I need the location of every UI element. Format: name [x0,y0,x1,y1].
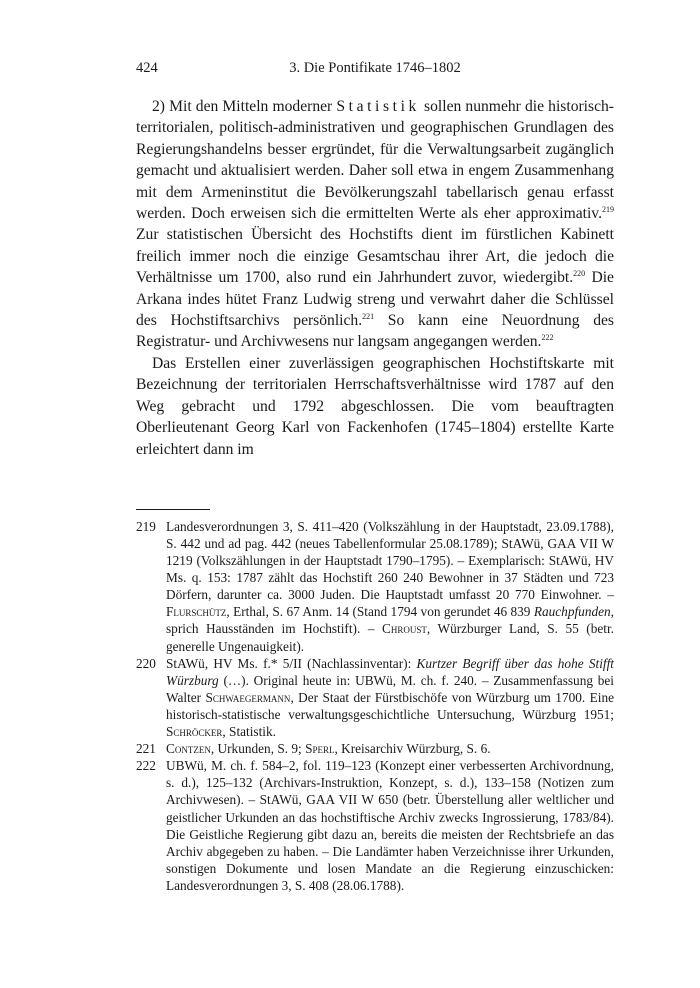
footnote-219 [136,518,614,655]
footnote-number: 220 [136,655,156,671]
footnote-text: UBWü, M. ch. f. 584–2, fol. 119–123 (Konzept einer verbesserten Archivordnung, s. d.), 125–132 (Archivars-Instruktion, Konzept, s. d.), 133–158 (Notizen zum Archivwesen). – StAWü, GAA VII W 650 (betr. Überstellung aller weltlicher und geistlicher Urkunden an das hochstiftische Archiv zwecks Ingrossierung, 1783/84). Die Geistliche Regierung gibt dazu an, bereits die meisten der Rechtsbriefe an das Archiv abgegeben zu haben. – Die Landämter haben Verzeichnisse ihrer Urkunden, sonstigen Dokumente und losen Mandate an die Regierung einzuschicken: Landesverordnungen 3, S. 408 (28.06.1788). [166,758,614,893]
page-number: 424 [136,60,158,76]
author-name: Sperl [305,741,335,757]
book-page [136,60,614,894]
text-run: , Statistik. [222,724,276,740]
text-run: , Der Staat der Fürstbischöfe von Würzburg um 1700. Eine historisch-statistische verwaltungsgeschichtliche Untersuchung, Würzburg 1951; [166,689,614,722]
footnote-221 [136,740,614,757]
author-name: Chroust [382,621,427,637]
footnote-rule [136,509,210,510]
footnote-number: 221 [136,741,156,757]
footnote-ref-222[interactable]: 222 [541,333,554,343]
footnotes [136,518,614,894]
text-run: , Erthal, S. 67 Anm. 14 (Stand 1794 von gerundet 46 839 [226,604,534,620]
author-name: Contzen [166,741,211,757]
author-name: Flurschütz [166,604,227,620]
text-run: , sprich Hausständen im Hochstift). – [166,604,614,637]
page-header [136,60,614,80]
footnote-text [166,655,614,740]
main-text [136,96,614,460]
text-run: sollen nunmehr die historisch-territorialen, politisch-administrativen und geographischen Grundlagen des Regierungshandelns besser ergründet, für die Verwaltungsarbeit zugänglich gemacht und aktualisiert werden. Daher soll etwa in engem Zusammenhang mit dem Armeninstitut die Bevölkerungszahl tabellarisch genau erfasst werden. Doch erweisen sich die ermittelten Werte als eher approximativ. [136,98,614,223]
footnote-ref-221[interactable]: 221 [362,312,375,322]
text-run: StAWü, HV Ms. f.* 5/II (Nachlassinventar): [166,655,417,671]
paragraph-statistik [136,96,614,353]
paragraph-karte: Das Erstellen einer zuverlässigen geographischen Hochstiftskarte mit Bezeichnung der territorialen Herrschaftsverhältnisse wird 1787 auf den Weg gebracht und 1792 abgeschlossen. Die vom beauftragten Oberlieutenant Georg Karl von Fackenhofen (1745–1804) erstellte Karte erleichtert dann im [136,354,614,458]
footnote-ref-219[interactable]: 219 [602,205,614,215]
italic-term: Rauchpfunden [533,604,611,620]
running-head: 3. Die Pontifikate 1746–1802 [289,60,461,76]
text-run: Zur statistischen Übersicht des Hochstifts dient im fürstlichen Kabinett freilich immer noch die einzige Gesamtschau ihrer Art, die jedoch die Verhältnisse um 1700, also rund ein Jahrhundert zuvor, wiedergibt. [136,226,614,287]
text-run: , Urkunden, S. 9; [210,741,306,757]
text-run: (…). Original heute in: UBWü, M. ch. f. 240. – Zusammenfassung bei Walter [166,672,614,705]
text-run: , Kreisarchiv Würzburg, S. 6. [334,741,491,757]
text-run: 2) Mit den Mitteln moderner [152,98,337,115]
footnote-number: 222 [136,758,156,774]
text-run: Die Arkana indes hütet Franz Ludwig streng und verwahrt daher die Schlüssel des Hochstiftsarchivs persönlich. [136,269,614,330]
author-name: Schröcker [166,724,223,740]
footnote-text [166,740,614,757]
footnote-number: 219 [136,518,156,534]
footnote-220 [136,655,614,740]
footnote-ref-220[interactable]: 220 [573,269,586,279]
italic-title: Kurtzer Begriff über das hohe Stifft Würzburg [166,655,614,688]
text-run: Landesverordnungen 3, S. 411–420 (Volkszählung in der Hauptstadt, 23.09.1788), S. 442 und ad pag. 442 (neues Tabellenformular 25.08.1789); StAWü, GAA VII W 1219 (Volkszählungen in der Hauptstadt 1790–1795). – Exemplarisch: StAWü, HV Ms. q. 153: 1787 zählt das Hochstift 260 240 Bewohner in 37 Städten und 723 Dörfern, darunter ca. 3000 Juden. Die Hauptstadt umfasst 20 770 Einwohner. – [166,518,614,603]
footnote-text [166,518,614,655]
footnote-222 [136,757,614,894]
spaced-term: Statistik [336,98,420,115]
text-run: So kann eine Neuordnung des Registratur- und Archivwesens nur langsam angegangen werden. [136,312,614,351]
text-run: , Würzburger Land, S. 55 (betr. generelle Ungenauigkeit). [166,621,614,654]
author-name: Schwaegermann [205,689,291,705]
